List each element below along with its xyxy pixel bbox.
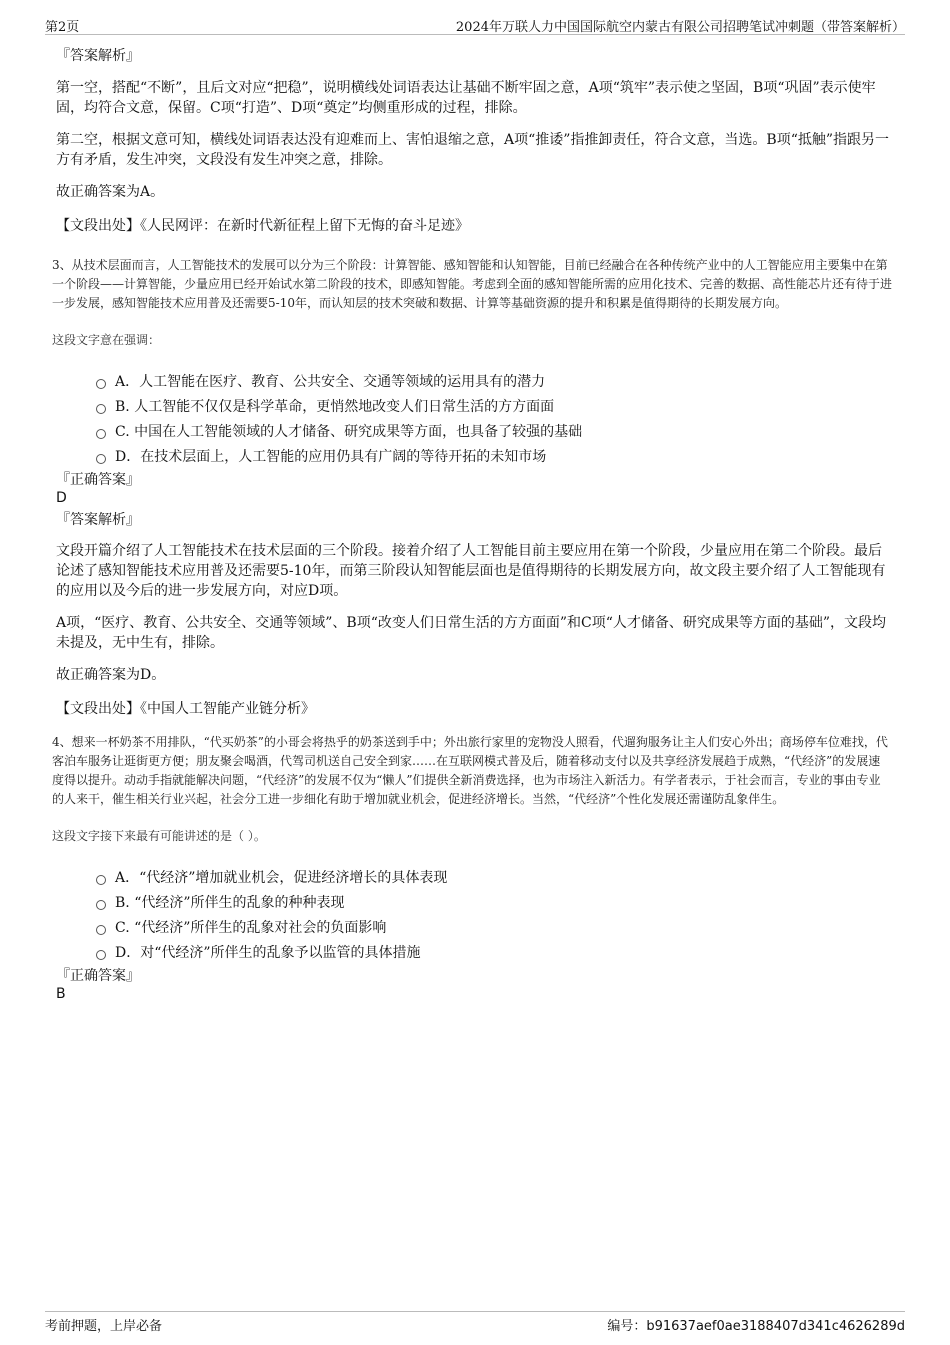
correct-answer-label: 『正确答案』 [56,968,140,984]
question-4 [52,733,892,1003]
option-d[interactable] [96,444,892,469]
option-label: D．对“代经济”所伴生的乱象予以监管的具体措施 [115,944,421,961]
option-c[interactable] [96,419,892,444]
analysis-paragraph: 第二空，根据文意可知，横线处词语表达没有迎难而上、害怕退缩之意，A项“推诿”指推卸责任，符合文意，当选。B项“抵触”指跟另一方有矛盾，发生冲突，文段没有发生冲突之意，排除。 [56,132,890,168]
radio-icon[interactable] [96,950,106,960]
correct-answer: D [56,490,67,506]
option-label: C. 中国在人工智能领域的人才储备、研究成果等方面，也具备了较强的基础 [115,423,583,440]
option-label: C. “代经济”所伴生的乱象对社会的负面影响 [115,919,387,936]
passage-source: 【文段出处】《人民网评：在新时代新征程上留下无悔的奋斗足迹》 [56,218,469,234]
page-header [45,14,905,35]
option-a[interactable] [96,369,892,394]
analysis-conclusion: 故正确答案为D。 [56,667,166,683]
page-content [52,40,893,1003]
option-list [96,865,892,965]
analysis-conclusion: 故正确答案为A。 [56,184,165,200]
analysis-label: 『答案解析』 [56,48,140,64]
radio-icon[interactable] [96,404,106,414]
document-title: 2024年万联人力中国国际航空内蒙古有限公司招聘笔试冲刺题（带答案解析） [455,20,905,35]
option-c[interactable] [96,915,892,940]
page-number: 第2页 [45,20,80,35]
option-list [96,369,892,469]
option-d[interactable] [96,940,892,965]
correct-answer: B [56,986,66,1002]
page-footer [45,1311,905,1332]
option-a[interactable] [96,865,892,890]
analysis-paragraph: 文段开篇介绍了人工智能技术在技术层面的三个阶段。接着介绍了人工智能目前主要应用在第一个阶段，少量应用在第二个阶段。最后论述了感知智能技术应用普及还需要5-10年，而第三阶段认知智能层面也是值得期待的长期发展方向，故文段主要介绍了人工智能现有的应用以及今后的进一步发展方向，对应D项。 [56,543,886,599]
document-code [607,1315,905,1334]
radio-icon[interactable] [96,429,106,439]
radio-icon[interactable] [96,379,106,389]
question-text: 4、想来一杯奶茶不用排队，“代买奶茶”的小哥会将热乎的奶茶送到手中；外出旅行家里的宠物没人照看，代遛狗服务让主人们安心外出；商场停车位难找，代客泊车服务让逛街更方便；朋友聚会喝酒，代驾司机送自己安全到家……在互联网模式普及后，随着移动支付以及共享经济发展趋于成熟，“代经济”的发展速度得以提升。动动手指就能解决问题，“代经济”的发展不仅为“懒人”们提供全新消费选择，也为市场注入新活力。有学者表示，于社会而言，专业的事由专业的人来干，催生相关行业兴起，社会分工进一步细化有助于增加就业机会，促进经济增长。当然，“代经济”个性化发展还需谨防乱象伴生。 [52,735,888,806]
analysis-label: 『答案解析』 [56,512,140,528]
option-label: A．“代经济”增加就业机会，促进经济增长的具体表现 [115,869,448,886]
analysis-paragraph: A项，“医疗、教育、公共安全、交通等领域”、B项“改变人们日常生活的方方面面”和C项“人才储备、研究成果等方面的基础”，文段均未提及，无中生有，排除。 [56,615,887,651]
question-3 [52,256,893,719]
radio-icon[interactable] [96,925,106,935]
question-prompt: 这段文字接下来最有可能讲述的是（ ）。 [52,829,266,843]
radio-icon[interactable] [96,454,106,464]
radio-icon[interactable] [96,875,106,885]
question-prompt: 这段文字意在强调： [52,333,161,347]
option-label: B. 人工智能不仅仅是科学革命，更悄然地改变人们日常生活的方方面面 [115,398,555,415]
option-b[interactable] [96,394,892,419]
prev-question-section [56,46,892,236]
option-b[interactable] [96,890,892,915]
correct-answer-label: 『正确答案』 [56,472,140,488]
code-value: b91637aef0ae3188407d341c4626289d [646,1319,905,1334]
question-text: 3、从技术层面而言，人工智能技术的发展可以分为三个阶段：计算智能、感知智能和认知智能，目前已经融合在各种传统产业中的人工智能应用主要集中在第一个阶段——计算智能，少量应用已经开始试水第二阶段的技术，即感知智能。考虑到全面的感知智能所需的应用化技术、完善的数据、高性能芯片还有待于进一步发展，感知智能技术应用普及还需要5-10年，而认知层的技术突破和数据、计算等基础资源的提升和积累是值得期待的长期发展方向。 [52,258,893,310]
passage-source: 【文段出处】《中国人工智能产业链分析》 [56,701,315,717]
option-label: B. “代经济”所伴生的乱象的种种表现 [115,894,345,911]
option-label: D．在技术层面上，人工智能的应用仍具有广阔的等待开拓的未知市场 [115,448,547,465]
option-label: A．人工智能在医疗、教育、公共安全、交通等领域的运用具有的潜力 [115,373,546,390]
radio-icon[interactable] [96,900,106,910]
footer-slogan: 考前押题，上岸必备 [45,1319,163,1334]
code-label: 编号： [607,1319,647,1334]
analysis-paragraph: 第一空，搭配“不断”，且后文对应“把稳”，说明横线处词语表达让基础不断牢固之意，A项“筑牢”表示使之坚固，B项“巩固”表示使牢固，均符合文意，保留。C项“打造”、D项“奠定”均侧重形成的过程，排除。 [56,80,876,116]
